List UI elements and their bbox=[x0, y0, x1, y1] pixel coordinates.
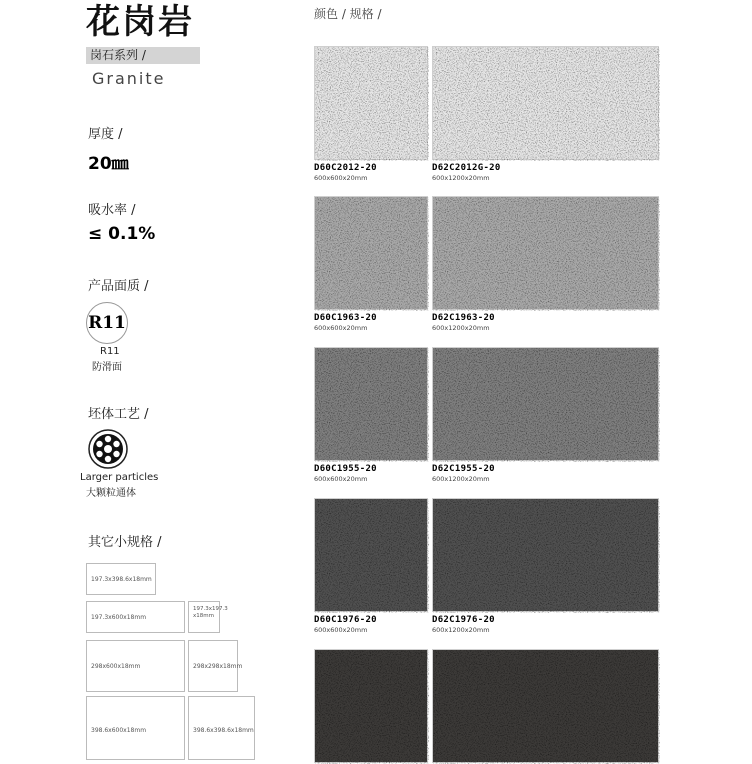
body-caption-en: Larger particles bbox=[80, 472, 159, 483]
surface-caption-text: 防滑面 bbox=[92, 362, 122, 373]
large-particles-icon bbox=[88, 429, 128, 469]
tile-swatch-600x1200 bbox=[432, 196, 659, 310]
tile-swatch-600x1200 bbox=[432, 46, 659, 160]
tile-swatch-600x600 bbox=[314, 196, 428, 310]
product-code: D60C2012-20 bbox=[314, 163, 377, 173]
product-code: D60C1963-20 bbox=[314, 313, 377, 323]
tile-swatch-600x1200 bbox=[432, 498, 659, 612]
tile-swatch-600x600 bbox=[314, 498, 428, 612]
product-size: 600x1200x20mm bbox=[432, 324, 490, 332]
size-box: 298x298x18mm bbox=[188, 640, 238, 692]
product-size: 600x600x20mm bbox=[314, 174, 368, 182]
thickness-label: 厚度 / bbox=[88, 127, 123, 142]
page-title: 花岗岩 bbox=[86, 2, 194, 42]
r11-icon-text: R11 bbox=[88, 313, 126, 333]
series-label: 岗石系列 / bbox=[90, 48, 146, 62]
absorption-label: 吸水率 / bbox=[88, 203, 136, 218]
body-caption-cn: 大颗粒通体 bbox=[86, 488, 136, 499]
tile-swatch-600x600 bbox=[314, 46, 428, 160]
r11-slip-icon bbox=[86, 302, 128, 344]
tile-swatch-600x1200 bbox=[432, 649, 659, 763]
size-box: 197.3x600x18mm bbox=[86, 601, 185, 633]
other-sizes-label: 其它小规格 / bbox=[88, 535, 162, 550]
size-box: 398.6x600x18mm bbox=[86, 696, 185, 760]
product-code: D62C1976-20 bbox=[432, 615, 495, 625]
size-box: 197.3x398.6x18mm bbox=[86, 563, 156, 595]
product-code: D62C1963-20 bbox=[432, 313, 495, 323]
tile-swatch-600x1200 bbox=[432, 347, 659, 461]
tile-swatch-600x600 bbox=[314, 347, 428, 461]
body-process-label: 坯体工艺 / bbox=[88, 407, 149, 422]
product-size: 600x1200x20mm bbox=[432, 626, 490, 634]
product-code: D62C1955-20 bbox=[432, 464, 495, 474]
size-box: 298x600x18mm bbox=[86, 640, 185, 692]
english-name: Granite bbox=[92, 69, 166, 88]
product-size: 600x600x20mm bbox=[314, 626, 368, 634]
product-code: D60C1955-20 bbox=[314, 464, 377, 474]
size-box: 398.6x398.6x18mm bbox=[188, 696, 255, 760]
size-box: 197.3x197.3 x18mm bbox=[188, 601, 220, 633]
surface-caption-code: R11 bbox=[100, 346, 120, 357]
thickness-value: 20㎜ bbox=[88, 154, 129, 174]
tile-swatch-600x600 bbox=[314, 649, 428, 763]
product-code: D62C2012G-20 bbox=[432, 163, 501, 173]
product-size: 600x1200x20mm bbox=[432, 174, 490, 182]
product-size: 600x600x20mm bbox=[314, 475, 368, 483]
color-spec-label: 颜色 / 规格 / bbox=[314, 7, 382, 21]
product-size: 600x600x20mm bbox=[314, 324, 368, 332]
absorption-value: ≤ 0.1% bbox=[88, 224, 156, 244]
product-size: 600x1200x20mm bbox=[432, 475, 490, 483]
surface-label: 产品面质 / bbox=[88, 279, 149, 294]
product-code: D60C1976-20 bbox=[314, 615, 377, 625]
